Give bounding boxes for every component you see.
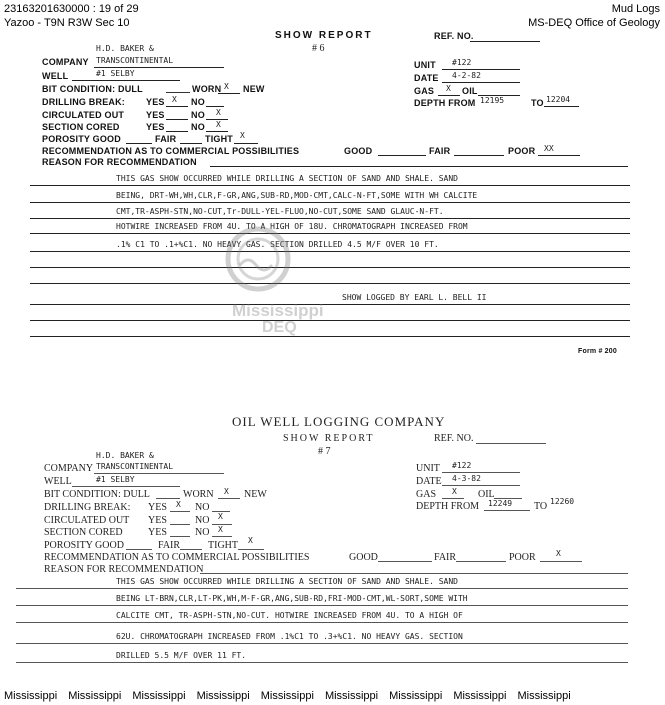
footer-text: Mississippi	[324, 690, 379, 702]
circ-no-mark: X	[218, 512, 223, 521]
circ-yes-label: YES	[146, 110, 165, 120]
report-title: SHOW REPORT	[283, 433, 375, 444]
company-line1: H.D. BAKER &	[96, 44, 154, 53]
no-label: NO	[191, 97, 205, 107]
good-label: GOOD	[344, 146, 373, 156]
porosity-label: POROSITY GOOD	[42, 134, 121, 144]
narrative-line: BEING, DRT-WH,WH,CLR,F-GR,ANG,SUB-RD,MOD-CMT,CALC-N-FT,SOME WITH WH CALCITE	[116, 191, 478, 200]
mdeq-seal-icon	[224, 225, 292, 293]
depth-from-value: 12249	[488, 499, 513, 508]
narrative-line: 62U. CHROMATOGRAPH INCREASED FROM .1%C1 TO .3+%C1. NO HEAVY GAS. SECTION	[116, 632, 463, 641]
footer-text: Mississippi	[517, 690, 571, 702]
date-label: DATE	[414, 73, 439, 83]
reason-label: REASON FOR RECOMMENDATION	[42, 157, 197, 167]
footer-watermark-row	[4, 690, 571, 702]
to-label: TO	[534, 501, 548, 512]
footer-text: Mississippi	[196, 690, 250, 702]
well-value: #1 SELBY	[96, 69, 135, 78]
date-value: 4-2-82	[452, 71, 481, 80]
depth-from-label: DEPTH FROM	[416, 501, 480, 512]
oil-label: OIL	[478, 489, 495, 500]
company-value: TRANSCONTINENTAL	[96, 462, 174, 471]
footer-text: Mississippi	[4, 690, 58, 702]
company-label: COMPANY	[44, 463, 94, 474]
fair-label: FAIR	[155, 134, 177, 144]
fair-label: FAIR	[158, 540, 181, 551]
poor-mark: X	[556, 549, 561, 558]
porosity-label: POROSITY GOOD	[44, 540, 124, 551]
poor-label: POOR	[508, 146, 536, 156]
watermark-line1: Mississippi	[232, 301, 324, 320]
yes-label: YES	[146, 97, 165, 107]
poor-mark: XX	[544, 144, 554, 153]
well-value: #1 SELBY	[96, 475, 135, 484]
company-name: OIL WELL LOGGING COMPANY	[232, 414, 446, 429]
tight-label: TIGHT	[208, 540, 238, 551]
company-value: TRANSCONTINENTAL	[96, 56, 174, 65]
new-label: NEW	[244, 489, 267, 500]
to-label: TO	[531, 98, 544, 108]
yes-label: YES	[148, 502, 167, 513]
circulated-out-label: CIRCULATED OUT	[42, 110, 125, 120]
recommendation-label: RECOMMENDATION AS TO COMMERCIAL POSSIBILITIES	[44, 552, 310, 563]
location-label: Yazoo - T9N R3W Sec 10	[4, 17, 130, 29]
good-label: GOOD	[349, 552, 378, 563]
no-label: NO	[195, 502, 210, 513]
cored-no-mark: X	[216, 120, 221, 129]
doc-id: 23163201630000 : 19 of 29	[4, 3, 139, 15]
gas-mark: X	[452, 487, 457, 496]
unit-label: UNIT	[416, 463, 440, 474]
drilling-yes-mark: X	[172, 95, 177, 104]
narrative-line: DRILLED 5.5 M/F OVER 11 FT.	[116, 651, 247, 660]
circ-no-label: NO	[191, 110, 205, 120]
well-label: WELL	[44, 476, 72, 487]
narrative-line: HOTWIRE INCREASED FROM 4U. TO A HIGH OF 18U. CHROMATOGRAPH INCREASED FROM	[116, 222, 468, 231]
poor-label: POOR	[509, 552, 536, 563]
unit-value: #122	[452, 461, 472, 470]
gas-label: GAS	[416, 489, 437, 500]
cored-no-mark: X	[218, 525, 223, 534]
narrative-line: CMT,TR-ASPH-STN,NO-CUT,Tr-DULL-YEL-FLUO,NO-CUT,SOME SAND GLAUC-N-FT.	[116, 207, 444, 216]
ref-no-label: REF. NO.	[434, 433, 474, 444]
drilling-break-label: DRILLING BREAK:	[44, 502, 131, 513]
bit-condition-label: BIT CONDITION: DULL	[42, 84, 143, 94]
ref-no-label: REF. NO.	[434, 31, 474, 41]
reason-label: REASON FOR RECOMMENDATION	[44, 564, 204, 575]
section-cored-label: SECTION CORED	[44, 527, 123, 538]
recommendation-label: RECOMMENDATION AS TO COMMERCIAL POSSIBILITIES	[42, 146, 300, 156]
narrative-line: .1% C1 TO .1+%C1. NO HEAVY GAS. SECTION DRILLED 4.5 M/F OVER 10 FT.	[116, 240, 439, 249]
bit-condition-label: BIT CONDITION: DULL	[44, 489, 150, 500]
tight-mark: X	[240, 131, 245, 140]
rec-fair-label: FAIR	[429, 146, 451, 156]
depth-from-label: DEPTH FROM	[414, 98, 476, 108]
circ-no-label: NO	[195, 515, 210, 526]
drilling-break-label: DRILLING BREAK:	[42, 97, 125, 107]
section-cored-label: SECTION CORED	[42, 122, 120, 132]
rec-fair-label: FAIR	[434, 552, 457, 563]
narrative-line: CALCITE CMT, TR-ASPH-STN,NO-CUT. HOTWIRE INCREASED FROM 4U. TO A HIGH OF	[116, 611, 463, 620]
well-label: WELL	[42, 71, 69, 81]
narrative-line: THIS GAS SHOW OCCURRED WHILE DRILLING A SECTION OF SAND AND SHALE. SAND	[116, 577, 458, 586]
cored-yes-label: YES	[148, 527, 167, 538]
cored-yes-label: YES	[146, 122, 165, 132]
depth-from-value: 12195	[480, 96, 505, 105]
company-label: COMPANY	[42, 57, 89, 67]
depth-to-value: 12204	[546, 95, 571, 104]
watermark-line2: DEQ	[262, 319, 297, 336]
gas-label: GAS	[414, 86, 435, 96]
gas-mark: X	[446, 84, 451, 93]
report-number: # 6	[312, 43, 325, 54]
worn-label: WORN	[183, 489, 214, 500]
cored-no-label: NO	[191, 122, 205, 132]
form-number: Form # 200	[578, 348, 617, 355]
date-value: 4-3-82	[452, 474, 481, 483]
worn-mark: X	[224, 82, 229, 91]
depth-to-value: 12260	[550, 497, 575, 506]
worn-mark: X	[224, 487, 229, 496]
narrative-line: THIS GAS SHOW OCCURRED WHILE DRILLING A SECTION OF SAND AND SHALE. SAND	[116, 174, 458, 183]
circ-yes-label: YES	[148, 515, 167, 526]
circ-no-mark: X	[216, 108, 221, 117]
company-line1: H.D. BAKER &	[96, 451, 154, 460]
footer-text: Mississippi	[389, 690, 443, 702]
narrative-line: BEING LT-BRN,CLR,LT-PK,WH,M-F-GR,ANG,SUB-RD,FRI-MOD-CMT,WL-SORT,SOME WITH	[116, 594, 468, 603]
logged-by: SHOW LOGGED BY EARL L. BELL II	[342, 293, 487, 302]
tight-mark: X	[248, 536, 253, 545]
circulated-out-label: CIRCULATED OUT	[44, 515, 130, 526]
report-number: # 7	[318, 446, 331, 457]
unit-value: #122	[452, 58, 472, 67]
unit-label: UNIT	[414, 60, 436, 70]
footer-text: Mississippi	[68, 690, 122, 702]
drilling-yes-mark: X	[176, 500, 181, 509]
footer-text: Mississippi	[132, 690, 186, 702]
new-label: NEW	[243, 84, 265, 94]
doc-type-label: Mud Logs	[611, 3, 660, 15]
date-label: DATE	[416, 476, 442, 487]
worn-label: WORN	[192, 84, 222, 94]
footer-text: Mississippi	[453, 690, 507, 702]
oil-label: OIL	[462, 86, 478, 96]
report-title: SHOW REPORT	[275, 30, 373, 41]
office-label: MS-DEQ Office of Geology	[528, 17, 660, 29]
tight-label: TIGHT	[205, 134, 233, 144]
cored-no-label: NO	[195, 527, 210, 538]
footer-text: Mississippi	[260, 690, 314, 702]
